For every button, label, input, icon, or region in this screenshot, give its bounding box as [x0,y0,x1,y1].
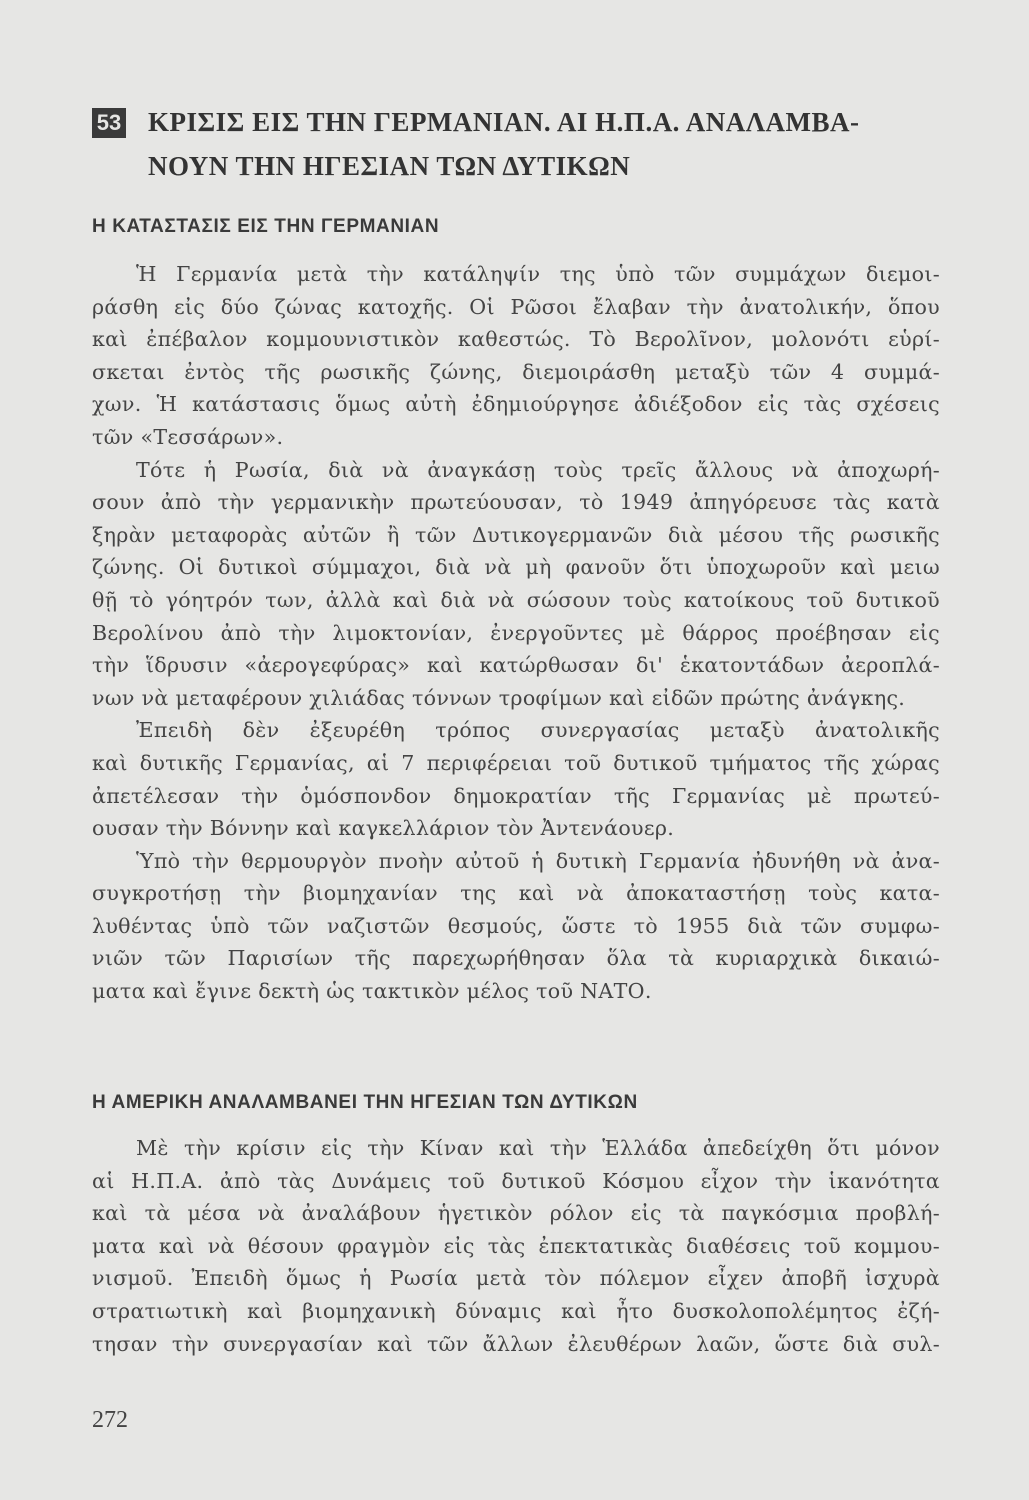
text-line: ματα καὶ νὰ θέσουν φραγμὸν εἰς τὰς ἐπεκτατικὰς διαθέσεις τοῦ κομμου- [92,1233,940,1258]
text-line: θῇ τὸ γόητρόν των, ἀλλὰ καὶ διὰ νὰ σώσουν τοὺς κατοίκους τοῦ δυτικοῦ [92,587,940,612]
text-line: καὶ ἐπέβαλον κομμουνιστικὸν καθεστώς. Τὸ Βερολῖνον, μολονότι εὑρί- [92,327,940,352]
text-line: Τότε ἡ Ρωσία, διὰ νὰ ἀναγκάσῃ τοὺς τρεῖς ἄλλους νὰ ἀποχωρή- [136,457,940,482]
text-line: καὶ δυτικῆς Γερμανίας, αἱ 7 περιφέρειαι τοῦ δυτικοῦ τμήματος τῆς χώρας [92,750,940,775]
text-line: Ἡ Γερμανία μετὰ τὴν κατάληψίν της ὑπὸ τῶν συμμάχων διεμοι- [136,262,940,286]
text-line: αἱ Η.Π.Α. ἀπὸ τὰς Δυνάμεις τοῦ δυτικοῦ Κόσμου εἶχον τὴν ἱκανότητα [92,1168,940,1193]
text-line: λυθέντας ὑπὸ τῶν ναζιστῶν θεσμούς, ὥστε τὸ 1955 διὰ τῶν συμφω- [92,913,940,938]
section-2-body [92,1132,940,1360]
chapter-title-line-2: ΝΟΥΝ ΤΗΝ ΗΓΕΣΙΑΝ ΤΩΝ ΔΥΤΙΚΩΝ [148,151,631,181]
text-line: τῶν «Τεσσάρων». [92,424,284,449]
text-line: ἀπετέλεσαν τὴν ὁμόσπονδον δημοκρατίαν τῆς Γερμανίας μὲ πρωτεύ- [92,783,940,808]
text-line: Ὑπὸ τὴν θερμουργὸν πνοὴν αὐτοῦ ἡ δυτικὴ Γερμανία ἠδυνήθη νὰ ἀνα- [136,848,940,873]
text-line: νιῶν τῶν Παρισίων τῆς παρεχωρήθησαν ὅλα τὰ κυριαρχικὰ δικαιώ- [92,946,940,971]
text-line: ματα καὶ ἔγινε δεκτὴ ὡς τακτικὸν μέλος τοῦ ΝΑΤΟ. [92,979,652,1004]
section-1-body [92,258,940,1008]
text-line: καὶ τὰ μέσα νὰ ἀναλάβουν ἡγετικὸν ρόλον εἰς τὰ παγκόσμια προβλή- [92,1201,940,1226]
text-line: τησαν τὴν συνεργασίαν καὶ τῶν ἄλλων ἐλευθέρων λαῶν, ὥστε διὰ συλ- [92,1331,940,1356]
text-line: ράσθη εἰς δύο ζώνας κατοχῆς. Οἱ Ρῶσοι ἔλαβαν τὴν ἀνατολικήν, ὅπου [92,294,940,319]
text-line: ζώνης. Οἱ δυτικοὶ σύμμαχοι, διὰ νὰ μὴ φανοῦν ὅτι ὑποχωροῦν καὶ μειω [92,555,940,580]
text-line: σκεται ἐντὸς τῆς ρωσικῆς ζώνης, διεμοιράσθη μεταξὺ τῶν 4 συμμά- [92,359,940,384]
text-line: Βερολίνου ἀπὸ τὴν λιμοκτονίαν, ἐνεργοῦντες μὲ θάρρος προέβησαν εἰς [92,620,940,645]
chapter-title [148,100,968,188]
text-line: νων νὰ μεταφέρουν χιλιάδας τόννων τροφίμων καὶ εἰδῶν πρώτης ἀνάγκης. [92,685,906,710]
text-line: στρατιωτικὴ καὶ βιομηχανικὴ δύναμις καὶ ἦτο δυσκολοπολέμητος ἐζή- [92,1298,940,1323]
text-line: τὴν ἵδρυσιν «ἀερογεφύρας» καὶ κατώρθωσαν δι' ἑκατοντάδων ἀεροπλά- [92,653,940,678]
section-heading-america-leadership: Η ΑΜΕΡΙΚΗ ΑΝΑΛΑΜΒΑΝΕΙ ΤΗΝ ΗΓΕΣΙΑΝ ΤΩΝ ΔΥΤΙΚΩΝ [92,1092,638,1113]
text-line: ξηρὰν μεταφορὰς αὐτῶν ἢ τῶν Δυτικογερμανῶν διὰ μέσου τῆς ρωσικῆς [92,522,940,547]
text-line: Μὲ τὴν κρίσιν εἰς τὴν Κίναν καὶ τὴν Ἑλλάδα ἀπεδείχθη ὅτι μόνον [136,1136,940,1160]
text-line: σουν ἀπὸ τὴν γερμανικὴν πρωτεύουσαν, τὸ 1949 ἀπηγόρευσε τὰς κατὰ [92,490,940,515]
section-heading-situation-germany: Η ΚΑΤΑΣΤΑΣΙΣ ΕΙΣ ΤΗΝ ΓΕΡΜΑΝΙΑΝ [92,216,440,237]
text-line: νισμοῦ. Ἐπειδὴ ὅμως ἡ Ρωσία μετὰ τὸν πόλεμον εἶχεν ἀποβῆ ἰσχυρὰ [92,1266,940,1291]
text-line: Ἐπειδὴ δὲν ἐξευρέθη τρόπος συνεργασίας μεταξὺ ἀνατολικῆς [136,718,940,743]
text-line: ουσαν τὴν Βόννην καὶ καγκελλάριον τὸν Ἀντενάουερ. [92,816,675,841]
chapter-title-line-1: ΚΡΙΣΙΣ ΕΙΣ ΤΗΝ ΓΕΡΜΑΝΙΑΝ. ΑΙ Η.Π.Α. ΑΝΑΛΑΜΒΑ- [148,107,860,137]
chapter-number-badge: 53 [92,108,126,138]
page-number: 272 [92,1407,128,1433]
text-line: χων. Ἡ κατάστασις ὅμως αὐτὴ ἐδημιούργησε ἀδιέξοδον εἰς τὰς σχέσεις [92,392,940,417]
text-line: συγκροτήσῃ τὴν βιομηχανίαν της καὶ νὰ ἀποκαταστήσῃ τοὺς κατα- [92,881,940,906]
